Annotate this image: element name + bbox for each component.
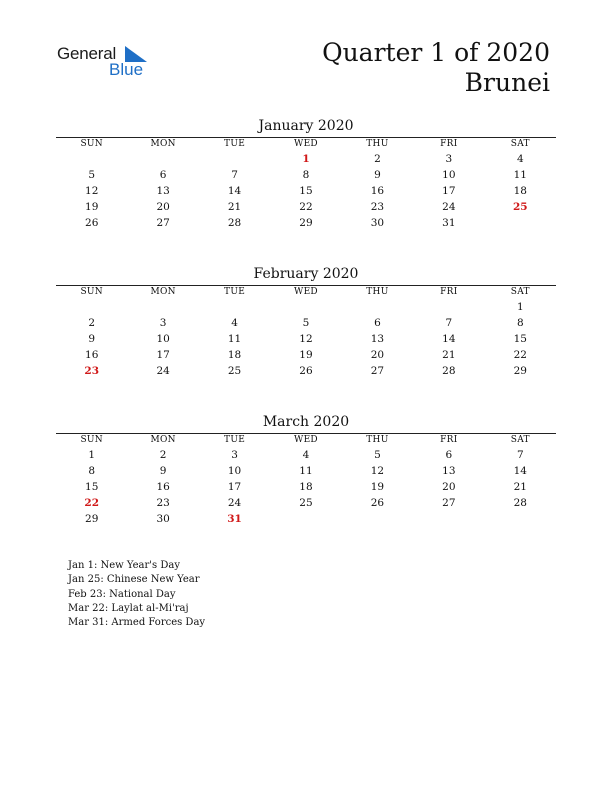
day-cell: 13 — [442, 465, 456, 477]
day-cell: 2 — [374, 153, 381, 165]
day-cell: 27 — [442, 497, 456, 509]
day-cell: 9 — [159, 465, 167, 477]
day-cell: 30 — [156, 513, 170, 525]
day-cell: 16 — [370, 185, 385, 197]
day-cell: 14 — [227, 185, 242, 197]
day-cell: 7 — [516, 449, 524, 461]
day-cell: 16 — [85, 349, 99, 361]
day-cell: 26 — [299, 365, 313, 377]
country-name: Brunei — [464, 68, 550, 97]
day-cell: 18 — [513, 185, 527, 197]
weekday-header: TUE — [224, 287, 246, 297]
day-cell: 21 — [442, 349, 456, 361]
weekday-header: FRI — [440, 139, 458, 149]
day-cell: 3 — [445, 153, 453, 165]
empty-cell — [127, 151, 198, 167]
month-title: February 2020 — [253, 266, 359, 282]
day-cell: 29 — [513, 365, 527, 377]
empty-cell — [413, 299, 484, 315]
day-cell: 17 — [442, 185, 456, 197]
month-title: March 2020 — [262, 414, 350, 430]
day-cell: 19 — [299, 349, 313, 361]
day-cell: 9 — [88, 333, 96, 345]
day-cell: 31 — [442, 217, 456, 229]
empty-cell — [270, 299, 341, 315]
day-cell: 14 — [442, 333, 456, 345]
empty-cell — [56, 151, 127, 167]
weekday-header: SAT — [510, 435, 530, 445]
holiday-list-item: Feb 23: National Day — [68, 588, 176, 600]
holiday-day-cell: 23 — [84, 365, 100, 377]
day-cell: 8 — [516, 317, 524, 329]
page-header — [322, 38, 550, 98]
calendar-grid — [56, 434, 556, 527]
day-cell: 10 — [227, 465, 242, 477]
weekday-header: SAT — [510, 139, 530, 149]
day-cell: 13 — [156, 185, 170, 197]
holiday-day-cell: 31 — [227, 513, 242, 525]
day-cell: 15 — [299, 185, 313, 197]
empty-cell — [199, 151, 270, 167]
weekday-header: TUE — [224, 435, 246, 445]
holiday-list-item: Jan 25: Chinese New Year — [68, 574, 200, 586]
weekday-header: SUN — [80, 287, 103, 297]
brand-logo — [57, 44, 157, 84]
weekday-header: SUN — [80, 435, 103, 445]
holiday-list-item: Jan 1: New Year's Day — [68, 560, 180, 571]
day-cell: 22 — [513, 349, 527, 361]
day-cell: 25 — [227, 365, 242, 377]
day-cell: 19 — [370, 481, 385, 493]
day-cell: 21 — [227, 201, 242, 213]
day-cell: 9 — [374, 169, 381, 181]
day-cell: 6 — [374, 317, 381, 329]
weekday-header: TUE — [224, 139, 246, 149]
holiday-day-cell: 22 — [84, 497, 100, 509]
month-march — [56, 413, 556, 527]
day-cell: 24 — [156, 365, 170, 377]
day-cell: 10 — [156, 333, 170, 345]
day-cell: 22 — [299, 201, 313, 213]
weekday-header: MON — [150, 139, 176, 149]
weekday-header: WED — [294, 435, 318, 445]
day-cell: 24 — [442, 201, 456, 213]
day-cell: 6 — [159, 169, 167, 181]
calendar-grid — [56, 138, 556, 231]
day-cell: 18 — [299, 481, 313, 493]
day-cell: 28 — [227, 217, 242, 229]
weekday-header: SUN — [80, 139, 103, 149]
empty-cell — [56, 299, 127, 315]
month-january — [56, 117, 556, 231]
day-cell: 5 — [88, 169, 96, 181]
day-cell: 18 — [227, 349, 242, 361]
day-cell: 16 — [156, 481, 170, 493]
weekday-header: FRI — [440, 287, 458, 297]
day-cell: 15 — [513, 333, 527, 345]
day-cell: 29 — [299, 217, 313, 229]
empty-cell — [485, 215, 556, 231]
day-cell: 20 — [370, 349, 385, 361]
logo-word-general: General — [57, 44, 117, 63]
day-cell: 8 — [88, 465, 96, 477]
day-cell: 26 — [85, 217, 99, 229]
weekday-header: MON — [150, 435, 176, 445]
day-cell: 25 — [299, 497, 313, 509]
empty-cell — [342, 299, 413, 315]
day-cell: 24 — [227, 497, 242, 509]
day-cell: 3 — [159, 317, 167, 329]
day-cell: 23 — [370, 201, 385, 213]
day-cell: 3 — [231, 449, 238, 461]
empty-cell — [127, 299, 198, 315]
day-cell: 28 — [513, 497, 527, 509]
empty-cell — [199, 299, 270, 315]
day-cell: 4 — [231, 317, 238, 329]
day-cell: 6 — [445, 449, 453, 461]
weekday-header: THU — [366, 287, 389, 297]
holiday-list-item: Mar 31: Armed Forces Day — [68, 617, 206, 629]
weekday-header: THU — [366, 139, 389, 149]
day-cell: 5 — [374, 449, 381, 461]
day-cell: 1 — [88, 449, 96, 461]
weekday-header: THU — [366, 435, 389, 445]
day-cell: 13 — [370, 333, 385, 345]
weekday-header: WED — [294, 287, 318, 297]
day-cell: 5 — [302, 317, 310, 329]
day-cell: 8 — [302, 169, 310, 181]
day-cell: 2 — [159, 449, 167, 461]
day-cell: 29 — [85, 513, 99, 525]
day-cell: 15 — [85, 481, 99, 493]
day-cell: 12 — [370, 465, 385, 477]
day-cell: 11 — [299, 465, 313, 477]
holiday-day-cell: 1 — [302, 153, 310, 165]
day-cell: 20 — [442, 481, 456, 493]
day-cell: 1 — [516, 301, 524, 313]
day-cell: 11 — [227, 333, 242, 345]
page-title: Quarter 1 of 2020 — [322, 38, 550, 67]
day-cell: 14 — [513, 465, 527, 477]
weekday-header: SAT — [510, 287, 530, 297]
weekday-header: WED — [294, 139, 318, 149]
holiday-day-cell: 25 — [512, 201, 528, 213]
day-cell: 20 — [156, 201, 170, 213]
calendar-grid — [56, 286, 556, 379]
day-cell: 27 — [156, 217, 170, 229]
day-cell: 17 — [156, 349, 170, 361]
day-cell: 27 — [370, 365, 385, 377]
weekday-header: MON — [150, 287, 176, 297]
empty-cell — [270, 511, 341, 527]
day-cell: 21 — [513, 481, 527, 493]
logo-word-blue: Blue — [109, 60, 144, 79]
day-cell: 11 — [513, 169, 527, 181]
day-cell: 10 — [442, 169, 456, 181]
day-cell: 4 — [302, 449, 310, 461]
day-cell: 12 — [85, 185, 99, 197]
day-cell: 7 — [445, 317, 453, 329]
day-cell: 12 — [299, 333, 313, 345]
empty-cell — [342, 511, 413, 527]
empty-cell — [413, 511, 484, 527]
day-cell: 28 — [442, 365, 456, 377]
month-february — [56, 265, 556, 379]
day-cell: 23 — [156, 497, 170, 509]
holiday-list — [68, 559, 205, 630]
holiday-list-item: Mar 22: Laylat al-Mi'raj — [68, 602, 189, 614]
weekday-header: FRI — [440, 435, 458, 445]
month-title: January 2020 — [258, 118, 354, 134]
day-cell: 7 — [231, 169, 238, 181]
day-cell: 30 — [370, 217, 385, 229]
day-cell: 2 — [88, 317, 96, 329]
day-cell: 26 — [370, 497, 385, 509]
day-cell: 19 — [85, 201, 99, 213]
day-cell: 4 — [516, 153, 524, 165]
day-cell: 17 — [227, 481, 242, 493]
empty-cell — [485, 511, 556, 527]
